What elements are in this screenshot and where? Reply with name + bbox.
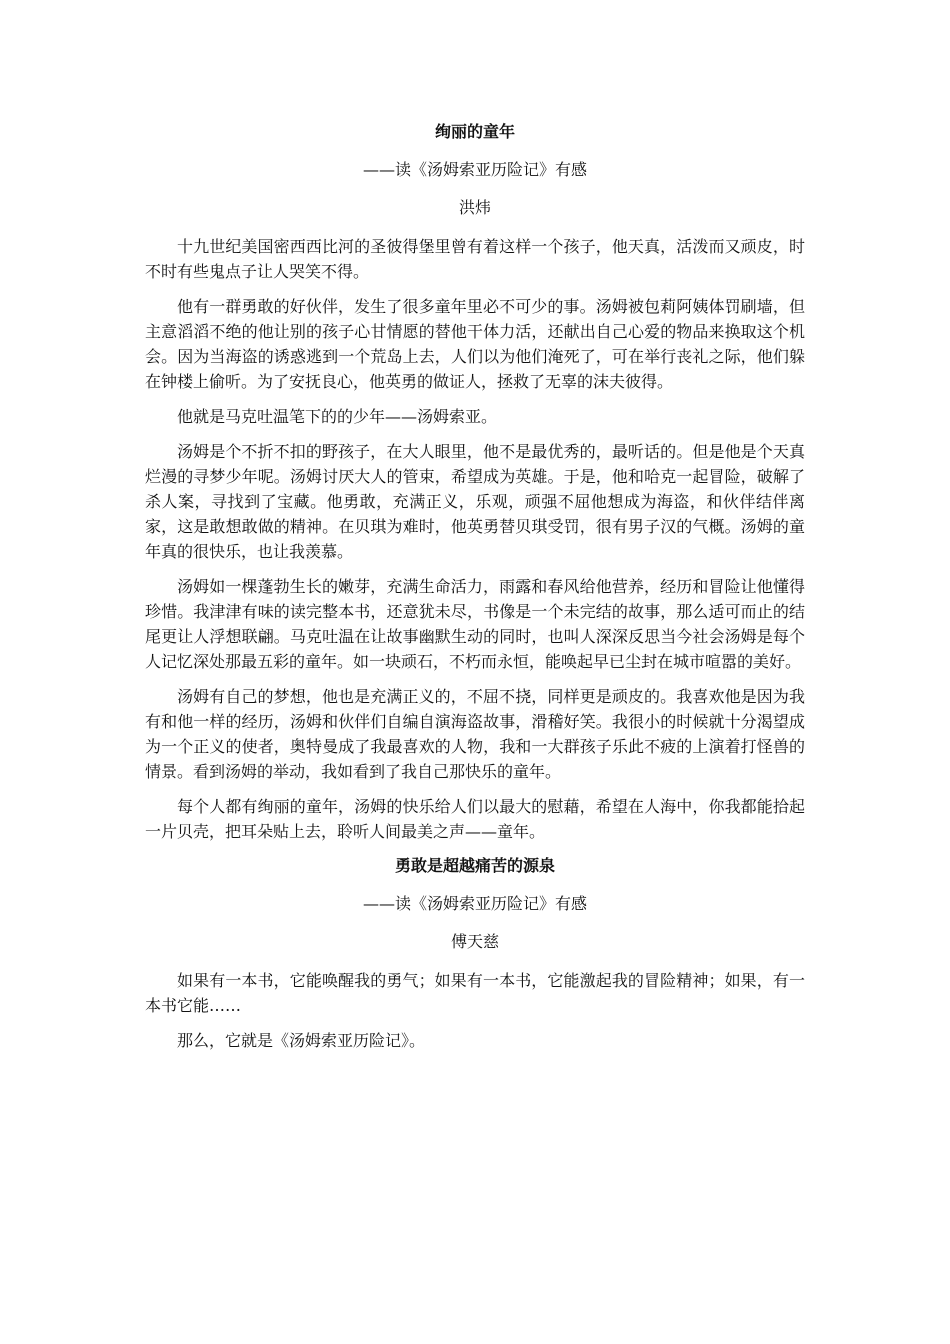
article-1 — [145, 120, 805, 844]
article-subtitle: ——读《汤姆索亚历险记》有感 — [362, 894, 587, 913]
paragraph: 他就是马克吐温笔下的的少年——汤姆索亚。 — [177, 407, 498, 426]
paragraph: 汤姆有自己的梦想，他也是充满正义的，不屈不挠，同样更是顽皮的。我喜欢他是因为我有和他一样的经历，汤姆和伙伴们自编自演海盗故事，滑稽好笑。我很小的时候就十分渴望成为一个正义的使者，奥特曼成了我最喜欢的人物，我和一大群孩子乐此不疲的上演着打怪兽的情景。看到汤姆的举动，我如看到了我自己那快乐的童年。 — [145, 687, 805, 781]
document-content — [145, 120, 805, 1063]
paragraph: 如果有一本书，它能唤醒我的勇气；如果有一本书，它能激起我的冒险精神；如果，有一本书它能…… — [145, 971, 805, 1015]
article-title: 勇敢是超越痛苦的源泉 — [394, 856, 555, 875]
paragraph: 汤姆是个不折不扣的野孩子，在大人眼里，他不是最优秀的，最听话的。但是他是个天真烂漫的寻梦少年呢。汤姆讨厌大人的管束，希望成为英雄。于是，他和哈克一起冒险，破解了杀人案，寻找到了宝藏。他勇敢，充满正义，乐观，顽强不屈他想成为海盗，和伙伴结伴离家，这是敢想敢做的精神。在贝琪为难时，他英勇替贝琪受罚，很有男子汉的气概。汤姆的童年真的很快乐，也让我羡慕。 — [145, 442, 805, 561]
paragraph: 十九世纪美国密西西比河的圣彼得堡里曾有着这样一个孩子，他天真，活泼而又顽皮，时不时有些鬼点子让人哭笑不得。 — [145, 237, 805, 281]
paragraph: 每个人都有绚丽的童年，汤姆的快乐给人们以最大的慰藉，希望在人海中，你我都能拾起一片贝壳，把耳朵贴上去，聆听人间最美之声——童年。 — [145, 797, 805, 841]
article-subtitle: ——读《汤姆索亚历险记》有感 — [362, 160, 587, 179]
paragraph: 他有一群勇敢的好伙伴，发生了很多童年里必不可少的事。汤姆被包莉阿姨体罚刷墙，但主意滔滔不绝的他让别的孩子心甘情愿的替他干体力活，还献出自己心爱的物品来换取这个机会。因为当海盗的诱惑逃到一个荒岛上去，人们以为他们淹死了，可在举行丧礼之际，他们躲在钟楼上偷听。为了安抚良心，他英勇的做证人，拯救了无辜的沫夫彼得。 — [145, 297, 805, 391]
article-author: 傅天慈 — [450, 932, 499, 951]
article-author: 洪炜 — [458, 198, 491, 217]
article-title: 绚丽的童年 — [434, 122, 515, 141]
article-2 — [145, 854, 805, 1053]
paragraph: 汤姆如一棵蓬勃生长的嫩芽，充满生命活力，雨露和春风给他营养，经历和冒险让他懂得珍惜。我津津有味的读完整本书，还意犹未尽，书像是一个未完结的故事，那么适可而止的结尾更让人浮想联翩。马克吐温在让故事幽默生动的同时，也叫人深深反思当今社会汤姆是每个人记忆深处那最五彩的童年。如一块顽石，不朽而永恒，能唤起早已尘封在城市喧嚣的美好。 — [145, 577, 805, 671]
paragraph: 那么，它就是《汤姆索亚历险记》。 — [177, 1031, 426, 1050]
